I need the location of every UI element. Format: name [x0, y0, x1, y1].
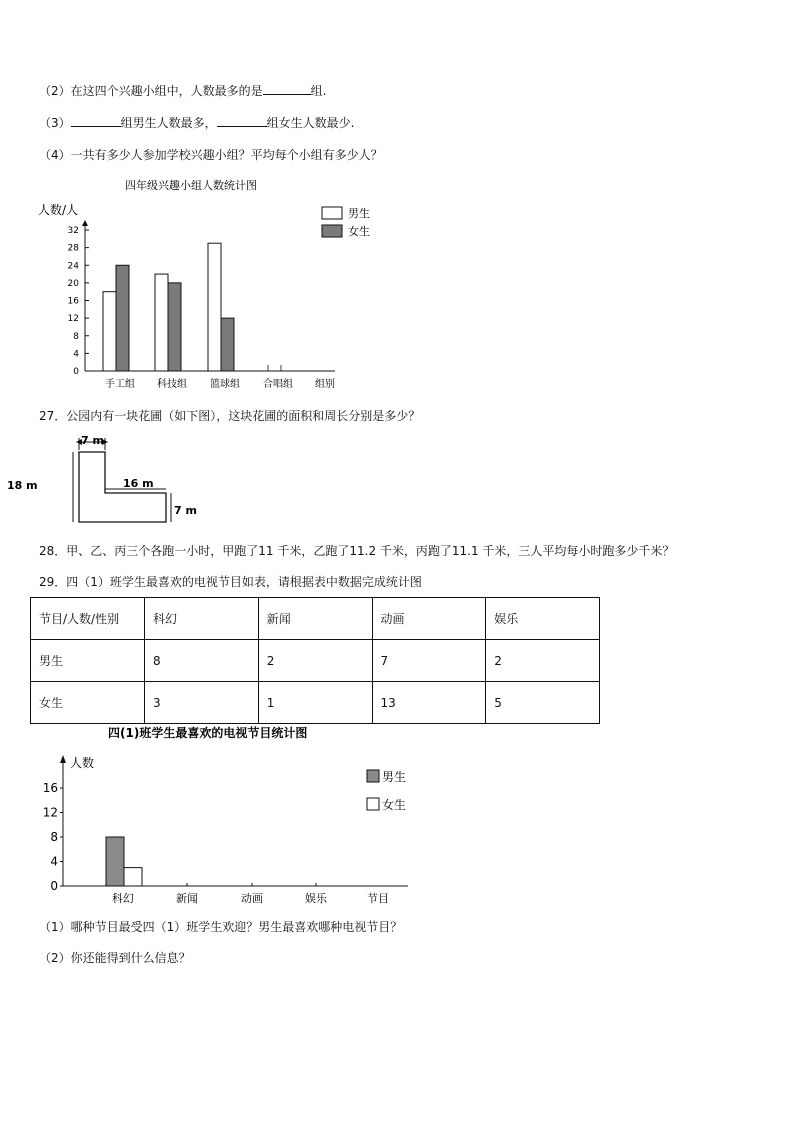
question-27: 27．公园内有一块花圃（如下图），这块花圃的面积和周长分别是多少？ [39, 409, 421, 423]
table-cell: 1 [258, 682, 372, 724]
label-right: 7 m [174, 504, 197, 517]
y-tick-label: 4 [73, 349, 79, 360]
bar-boys [103, 292, 116, 371]
table-cell: 5 [486, 682, 600, 724]
y-tick-label: 24 [67, 261, 79, 272]
table-cell: 13 [372, 682, 486, 724]
legend-label: 女生 [348, 225, 370, 238]
table-cell: 女生 [31, 682, 145, 724]
table-cell: 3 [145, 682, 259, 724]
x-axis-label: 节目 [367, 892, 389, 905]
x-tick-label: 娱乐 [305, 892, 327, 905]
question-29: 29．四（1）班学生最喜欢的电视节目如表，请根据表中数据完成统计图 [39, 575, 422, 589]
y-tick-label: 28 [67, 243, 79, 254]
answer-blank[interactable] [71, 114, 121, 127]
y-tick-label: 0 [73, 367, 79, 377]
table-row [31, 640, 600, 682]
bar-girls [221, 318, 234, 371]
bar-girls [124, 868, 142, 886]
chart-title: 四年级兴趣小组人数统计图 [125, 179, 257, 192]
question-28: 28．甲、乙、丙三个各跑一小时，甲跑了11 千米，乙跑了11.2 千米，丙跑了11.1 千米，三人平均每小时跑多少千米？ [39, 544, 675, 558]
question-29-1: （1）哪种节目最受四（1）班学生欢迎？男生最喜欢哪种电视节目？ [39, 920, 403, 934]
question-4: （4）一共有多少人参加学校兴趣小组？平均每个小组有多少人？ [39, 148, 383, 162]
y-tick-label: 32 [67, 226, 79, 236]
table-cell: 节目/人数/性别 [31, 598, 145, 640]
y-tick-label: 16 [42, 781, 58, 795]
x-tick-label: 手工组 [105, 379, 135, 390]
table-cell: 2 [486, 640, 600, 682]
garden-diagram [7, 430, 205, 530]
table-cell: 7 [372, 640, 486, 682]
question-29-2: （2）你还能得到什么信息？ [39, 951, 191, 965]
table-cell: 2 [258, 640, 372, 682]
bar-girls [116, 265, 129, 371]
y-tick-label: 0 [50, 879, 58, 893]
y-axis-label: 人数/人 [38, 203, 79, 217]
question-3: （3） 组男生人数最多， 组女生人数最少. [39, 116, 355, 130]
label-left: 18 m [7, 479, 38, 492]
y-tick-label: 8 [73, 331, 79, 342]
x-tick-label: 篮球组 [210, 379, 240, 390]
answer-blank[interactable] [217, 114, 267, 127]
label-mid: 16 m [123, 477, 154, 490]
legend-swatch [322, 225, 342, 237]
legend-label: 男生 [348, 207, 370, 220]
y-tick-label: 12 [67, 314, 79, 325]
label-top: 7 m [81, 434, 104, 447]
x-tick-label: 动画 [241, 892, 263, 905]
legend-swatch [367, 798, 379, 810]
x-tick-label: 科技组 [157, 379, 187, 390]
table-cell: 科幻 [145, 598, 259, 640]
x-tick-label: 科幻 [112, 892, 134, 905]
x-tick-label: 新闻 [176, 892, 198, 905]
y-tick-label: 20 [67, 278, 79, 289]
legend-label: 女生 [382, 798, 407, 812]
table-cell: 新闻 [258, 598, 372, 640]
chart-title: 四(1)班学生最喜欢的电视节目统计图 [108, 726, 308, 740]
bar-boys [208, 243, 221, 371]
tv-program-table [30, 597, 600, 724]
y-tick-label: 8 [50, 830, 58, 844]
table-cell: 8 [145, 640, 259, 682]
interest-group-chart [30, 172, 450, 394]
table-cell: 动画 [372, 598, 486, 640]
tv-program-chart [30, 723, 430, 908]
answer-blank[interactable] [263, 82, 311, 95]
y-axis-arrow [60, 755, 66, 763]
y-tick-label: 16 [67, 296, 79, 307]
y-tick-label: 4 [50, 854, 58, 869]
question-2: （2）在这四个兴趣小组中，人数最多的是 组. [39, 84, 327, 98]
y-axis-label: 人数 [70, 756, 95, 770]
table-cell: 娱乐 [486, 598, 600, 640]
legend-swatch [322, 207, 342, 219]
x-axis-label: 组别 [315, 379, 335, 390]
bar-girls [168, 283, 181, 371]
y-axis-arrow [82, 220, 88, 226]
legend-label: 男生 [382, 770, 407, 784]
table-row [31, 682, 600, 724]
x-tick-label: 合唱组 [263, 379, 293, 390]
bar-boys [106, 837, 124, 886]
table-header-row [31, 598, 600, 640]
bar-boys [155, 274, 168, 371]
table-cell: 男生 [31, 640, 145, 682]
y-tick-label: 12 [42, 805, 58, 820]
legend-swatch [367, 770, 379, 782]
